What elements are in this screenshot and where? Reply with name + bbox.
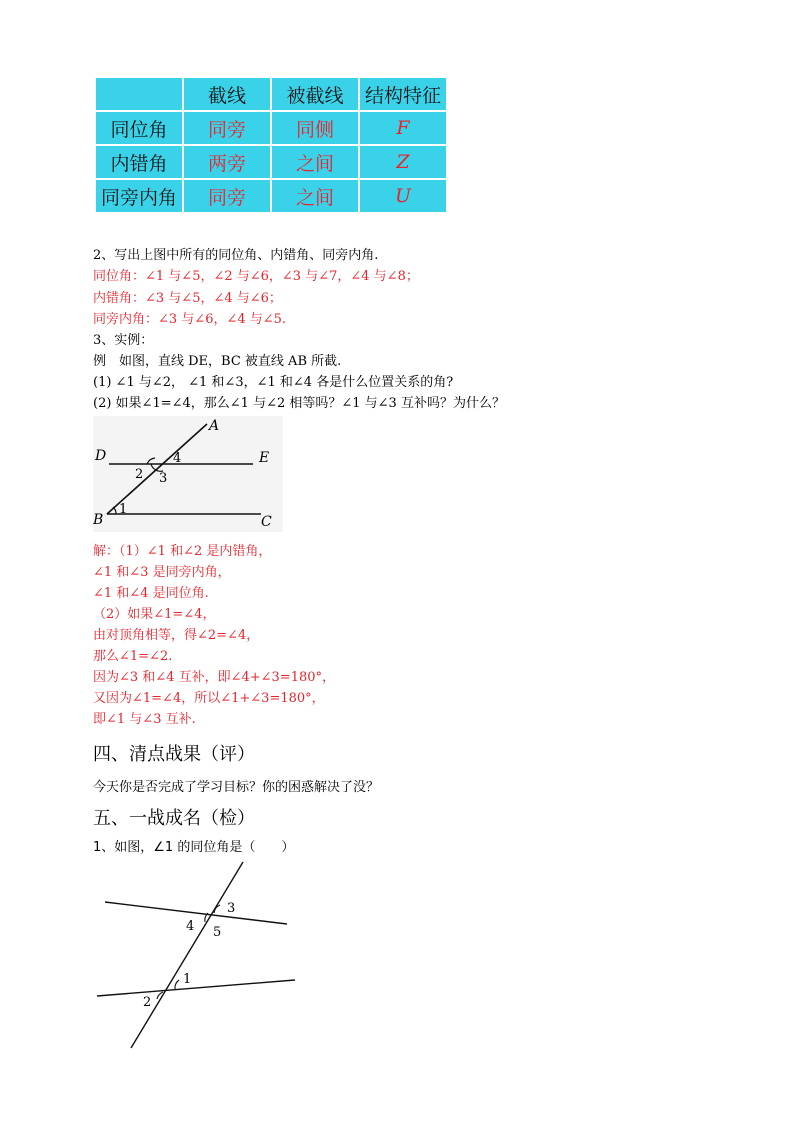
section-5-question-1: 1、如图，∠1 的同位角是（ ） xyxy=(93,840,295,855)
table-cell: 同旁内角 xyxy=(95,179,183,213)
solution-line: ∠1 和∠4 是同位角. xyxy=(93,586,209,601)
solution-line: （2）如果∠1=∠4， xyxy=(93,607,216,622)
label-c: C xyxy=(261,514,272,530)
label-angle-1: 1 xyxy=(183,972,192,987)
solution-line: 即∠1 与∠3 互补. xyxy=(93,712,196,727)
label-angle-5: 5 xyxy=(213,925,222,940)
solution-line: ∠1 和∠3 是同旁内角， xyxy=(93,565,231,580)
label-angle-3: 3 xyxy=(159,471,168,486)
section-5-title: 五、一战成名（检） xyxy=(93,808,255,829)
table-header-cell xyxy=(95,77,183,111)
table-header-cell: 截线 xyxy=(183,77,271,111)
solution-line: 又因为∠1=∠4，所以∠1+∠3=180°， xyxy=(93,691,325,706)
answer-line: 同位角：∠1 与∠5，∠2 与∠6，∠3 与∠7，∠4 与∠8； xyxy=(93,269,419,284)
angle-comparison-table xyxy=(94,76,448,214)
solution-line: 解：（1）∠1 和∠2 是内错角， xyxy=(93,544,272,559)
table-cell: 同侧 xyxy=(271,111,359,145)
table-cell: 之间 xyxy=(271,145,359,179)
table-cell: 内错角 xyxy=(95,145,183,179)
label-angle-2: 2 xyxy=(135,467,144,482)
table-cell: 之间 xyxy=(271,179,359,213)
table-row xyxy=(95,179,447,213)
example-question-2: (2) 如果∠1=∠4，那么∠1 与∠2 相等吗？∠1 与∠3 互补吗？为什么？ xyxy=(93,396,505,411)
table-cell: Z xyxy=(359,145,447,179)
section-4-text: 今天你是否完成了学习目标？你的困惑解决了没？ xyxy=(93,780,380,795)
label-d: D xyxy=(95,448,107,464)
answer-line: 同旁内角：∠3 与∠6，∠4 与∠5. xyxy=(93,312,287,327)
label-e: E xyxy=(259,450,270,466)
table-cell: F xyxy=(359,111,447,145)
table-cell: 两旁 xyxy=(183,145,271,179)
table-cell: 同旁 xyxy=(183,111,271,145)
table-row xyxy=(95,111,447,145)
solution-line: 由对顶角相等，得∠2=∠4， xyxy=(93,628,260,643)
section-3-title: 3、实例： xyxy=(93,333,154,348)
table-cell: 同旁 xyxy=(183,179,271,213)
label-angle-1: 1 xyxy=(119,502,128,517)
example-question-1: (1) ∠1 与∠2， ∠1 和∠3，∠1 和∠4 各是什么位置关系的角? xyxy=(93,375,454,390)
solution-line: 因为∠3 和∠4 互补，即∠4+∠3=180°， xyxy=(93,670,336,685)
figure-parallel-lines-2 xyxy=(93,858,303,1054)
label-angle-4: 4 xyxy=(186,919,195,934)
table-cell: 同位角 xyxy=(95,111,183,145)
table-header-cell: 结构特征 xyxy=(359,77,447,111)
question-2: 2、写出上图中所有的同位角、内错角、同旁内角. xyxy=(93,248,379,263)
label-angle-4: 4 xyxy=(173,451,182,466)
label-angle-3: 3 xyxy=(227,901,236,916)
table-row xyxy=(95,145,447,179)
figure-parallel-lines-1 xyxy=(93,416,283,532)
label-b: B xyxy=(93,512,104,528)
solution-line: 那么∠1=∠2. xyxy=(93,649,173,664)
section-4-title: 四、清点战果（评） xyxy=(93,744,255,765)
label-angle-2: 2 xyxy=(143,995,152,1010)
label-a: A xyxy=(209,418,220,434)
table-header-row xyxy=(95,77,447,111)
table-cell: U xyxy=(359,179,447,213)
answer-line: 内错角：∠3 与∠5，∠4 与∠6； xyxy=(93,291,282,306)
table-header-cell: 被截线 xyxy=(271,77,359,111)
example-text: 例 如图，直线 DE，BC 被直线 AB 所截. xyxy=(93,354,342,369)
